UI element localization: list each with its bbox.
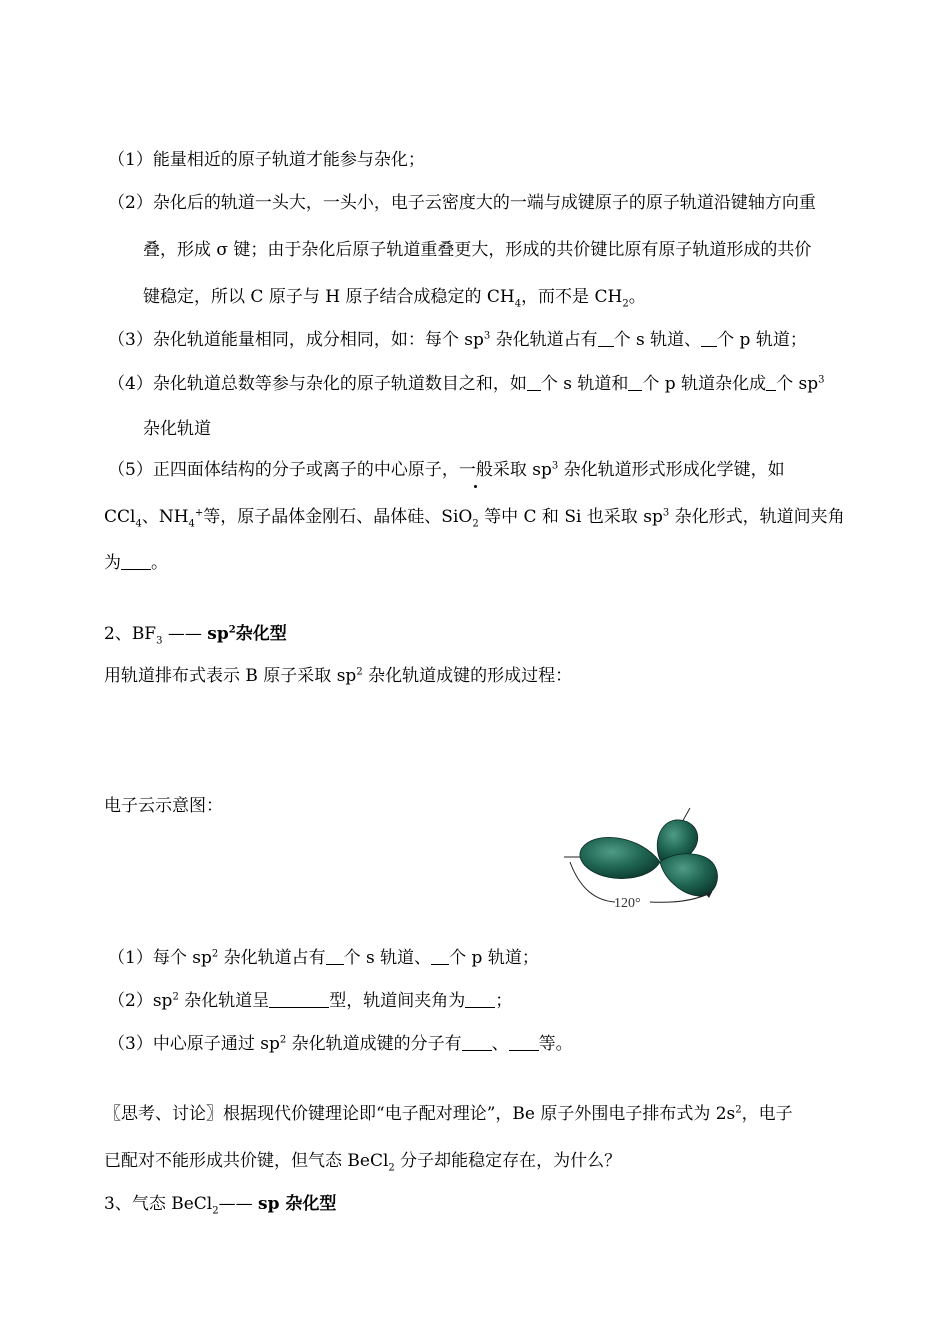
fill-blank[interactable] [431, 948, 449, 965]
fill-blank[interactable] [269, 991, 329, 1008]
section-2-heading: 2、$BF_3$ —— $sp^2$杂化型 [104, 624, 287, 647]
electron-cloud-label: 电子云示意图： [104, 796, 223, 816]
discussion-line-1: 〖思考、讨论〗根据现代价键理论即“电子配对理论”，Be 原子外围电子排布式为 $2s^2$，电子 [104, 1104, 793, 1124]
fill-blank[interactable] [598, 330, 614, 347]
rule-item-4-line-2: 杂化轨道 [143, 419, 211, 439]
section-3-heading: 3、气态 BeCl$_2$—— sp 杂化型 [104, 1194, 337, 1217]
fill-blank[interactable] [462, 1034, 492, 1051]
fill-blank[interactable] [766, 374, 776, 391]
fill-blank[interactable] [465, 991, 495, 1008]
sp2-question-2: $(2)sp^2$ 杂化轨道呈 型，轨道间夹角为 ； [108, 991, 513, 1011]
rule-item-2-line-3: 键稳定，所以 C 原子与 H 原子结合成稳定的 $CH_4$，而不是 $CH_2$。 [143, 287, 646, 310]
discussion-line-2: 已配对不能形成共价键，但气态 BeCl$_2$ 分子却能稳定存在，为什么？ [104, 1151, 622, 1174]
rule-item-1: （1）能量相近的原子轨道才能参与杂化； [108, 150, 425, 170]
sp2-orbital-figure [560, 800, 730, 910]
orbital-lobe-left [580, 837, 660, 878]
rule-item-5: （5）正四面体结构的分子或离子的中心原子，一般采取 $sp^3$ 杂化轨道形式形成化学键，如 [108, 460, 785, 480]
fill-blank[interactable] [509, 1034, 539, 1051]
rule-item-2: （2）杂化后的轨道一头大，一头小，电子云密度大的一端与成键原子的原子轨道沿键轴方向重 [108, 193, 816, 213]
emphasis-text: 一般 [458, 460, 493, 480]
orbital-lobe-bottom [660, 854, 717, 896]
fill-blank[interactable] [701, 330, 717, 347]
sp2-question-3: （3）中心原子通过 $sp^2$ 杂化轨道成键的分子有 、 等。 [108, 1034, 573, 1054]
section-2-description: 用轨道排布式表示 B 原子采取 $sp^2$ 杂化轨道成键的形成过程： [104, 666, 573, 686]
rule-item-5-line-2: CCl$_4$、$NH_4^+$等，原子晶体金刚石、晶体硅、SiO$_2$ 等中 C 和 Si 也采取 $sp^3$ 杂化形式，轨道间夹角 [104, 507, 845, 530]
rule-item-4: （4）杂化轨道总数等参与杂化的原子轨道数目之和，如 个 s 轨道和 个 p 轨道杂化成 个 $sp^3$ [108, 374, 825, 394]
fill-blank[interactable] [121, 553, 151, 570]
angle-label: 120° [614, 896, 641, 910]
rule-item-3: （3）杂化轨道能量相同，成分相同，如：每个 $sp^3$ 杂化轨道占有 个 s 轨道、 个 p 轨道； [108, 330, 807, 350]
rule-item-2-line-2: 叠，形成 σ 键；由于杂化后原子轨道重叠更大，形成的共价键比原有原子轨道形成的共价 [143, 240, 812, 260]
sp2-question-1: （1）每个 $sp^2$ 杂化轨道占有 个 s 轨道、 个 p 轨道； [108, 948, 539, 968]
fill-blank[interactable] [527, 374, 541, 391]
rule-item-5-line-3: 为 。 [104, 553, 168, 573]
fill-blank[interactable] [628, 374, 642, 391]
fill-blank[interactable] [326, 948, 344, 965]
